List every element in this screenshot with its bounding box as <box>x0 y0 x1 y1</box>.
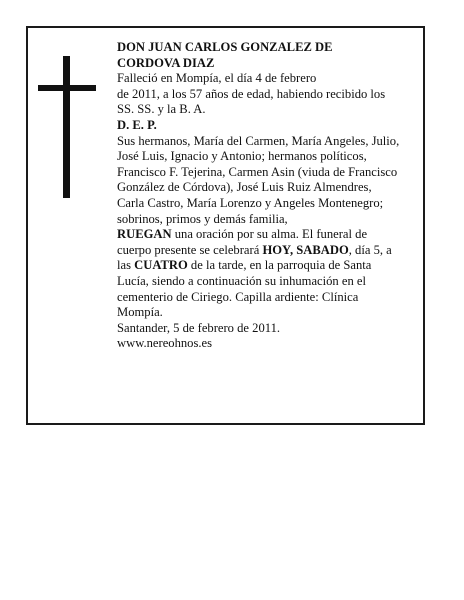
family-line-1: Sus hermanos, María del Carmen, María Angeles, Julio, <box>117 133 400 148</box>
death-details-line-2: de 2011, a los 57 años de edad, habiendo recibido los <box>117 86 386 101</box>
funeral-line-5: cementerio de Ciriego. Capilla ardiente: Clínica <box>117 289 359 304</box>
death-details-line-3: SS. SS. y la B. A. <box>117 102 206 117</box>
request-keyword: RUEGAN <box>117 227 172 242</box>
deceased-name-line-2: CORDOVA DIAZ <box>117 55 215 70</box>
family-line-3: Francisco F. Tejerina, Carmen Asin (viuda de Francisco <box>117 164 398 179</box>
family-line-2: José Luis, Ignacio y Antonio; hermanos políticos, <box>117 149 367 164</box>
family-list <box>117 134 425 228</box>
funeral-line-6: Mompía. <box>117 305 163 320</box>
funeral-day: HOY, SABADO <box>262 242 349 257</box>
funeral-hour: CUATRO <box>134 258 188 273</box>
obituary-notice <box>26 26 425 425</box>
funeral-line-2a: cuerpo presente se celebrará <box>117 242 263 257</box>
family-line-4: González de Córdova), José Luis Ruiz Almendres, <box>117 180 372 195</box>
request-text: una oración por su alma. El funeral de <box>171 227 368 242</box>
family-line-6: sobrinos, primos y demás familia, <box>117 211 288 226</box>
rip-line: D. E. P. <box>117 117 157 132</box>
funeral-details <box>117 227 425 321</box>
place-date: Santander, 5 de febrero de 2011. <box>117 320 281 335</box>
funeral-line-3a: las <box>117 258 135 273</box>
cross-icon <box>38 56 96 198</box>
death-details <box>117 71 425 118</box>
funeral-line-3b: de la tarde, en la parroquia de Santa <box>187 258 372 273</box>
deceased-name <box>117 40 425 71</box>
funeral-line-2b: , día 5, a <box>348 242 392 257</box>
obituary-text <box>117 40 425 352</box>
family-line-5: Carla Castro, María Lorenzo y Angeles Montenegro; <box>117 195 384 210</box>
funeral-line-4: Lucía, siendo a continuación su inhumación en el <box>117 273 367 288</box>
death-details-line-1: Falleció en Mompía, el día 4 de febrero <box>117 71 317 86</box>
deceased-name-line-1: DON JUAN CARLOS GONZALEZ DE <box>117 40 333 54</box>
funeral-home-website: www.nereohnos.es <box>117 336 213 351</box>
